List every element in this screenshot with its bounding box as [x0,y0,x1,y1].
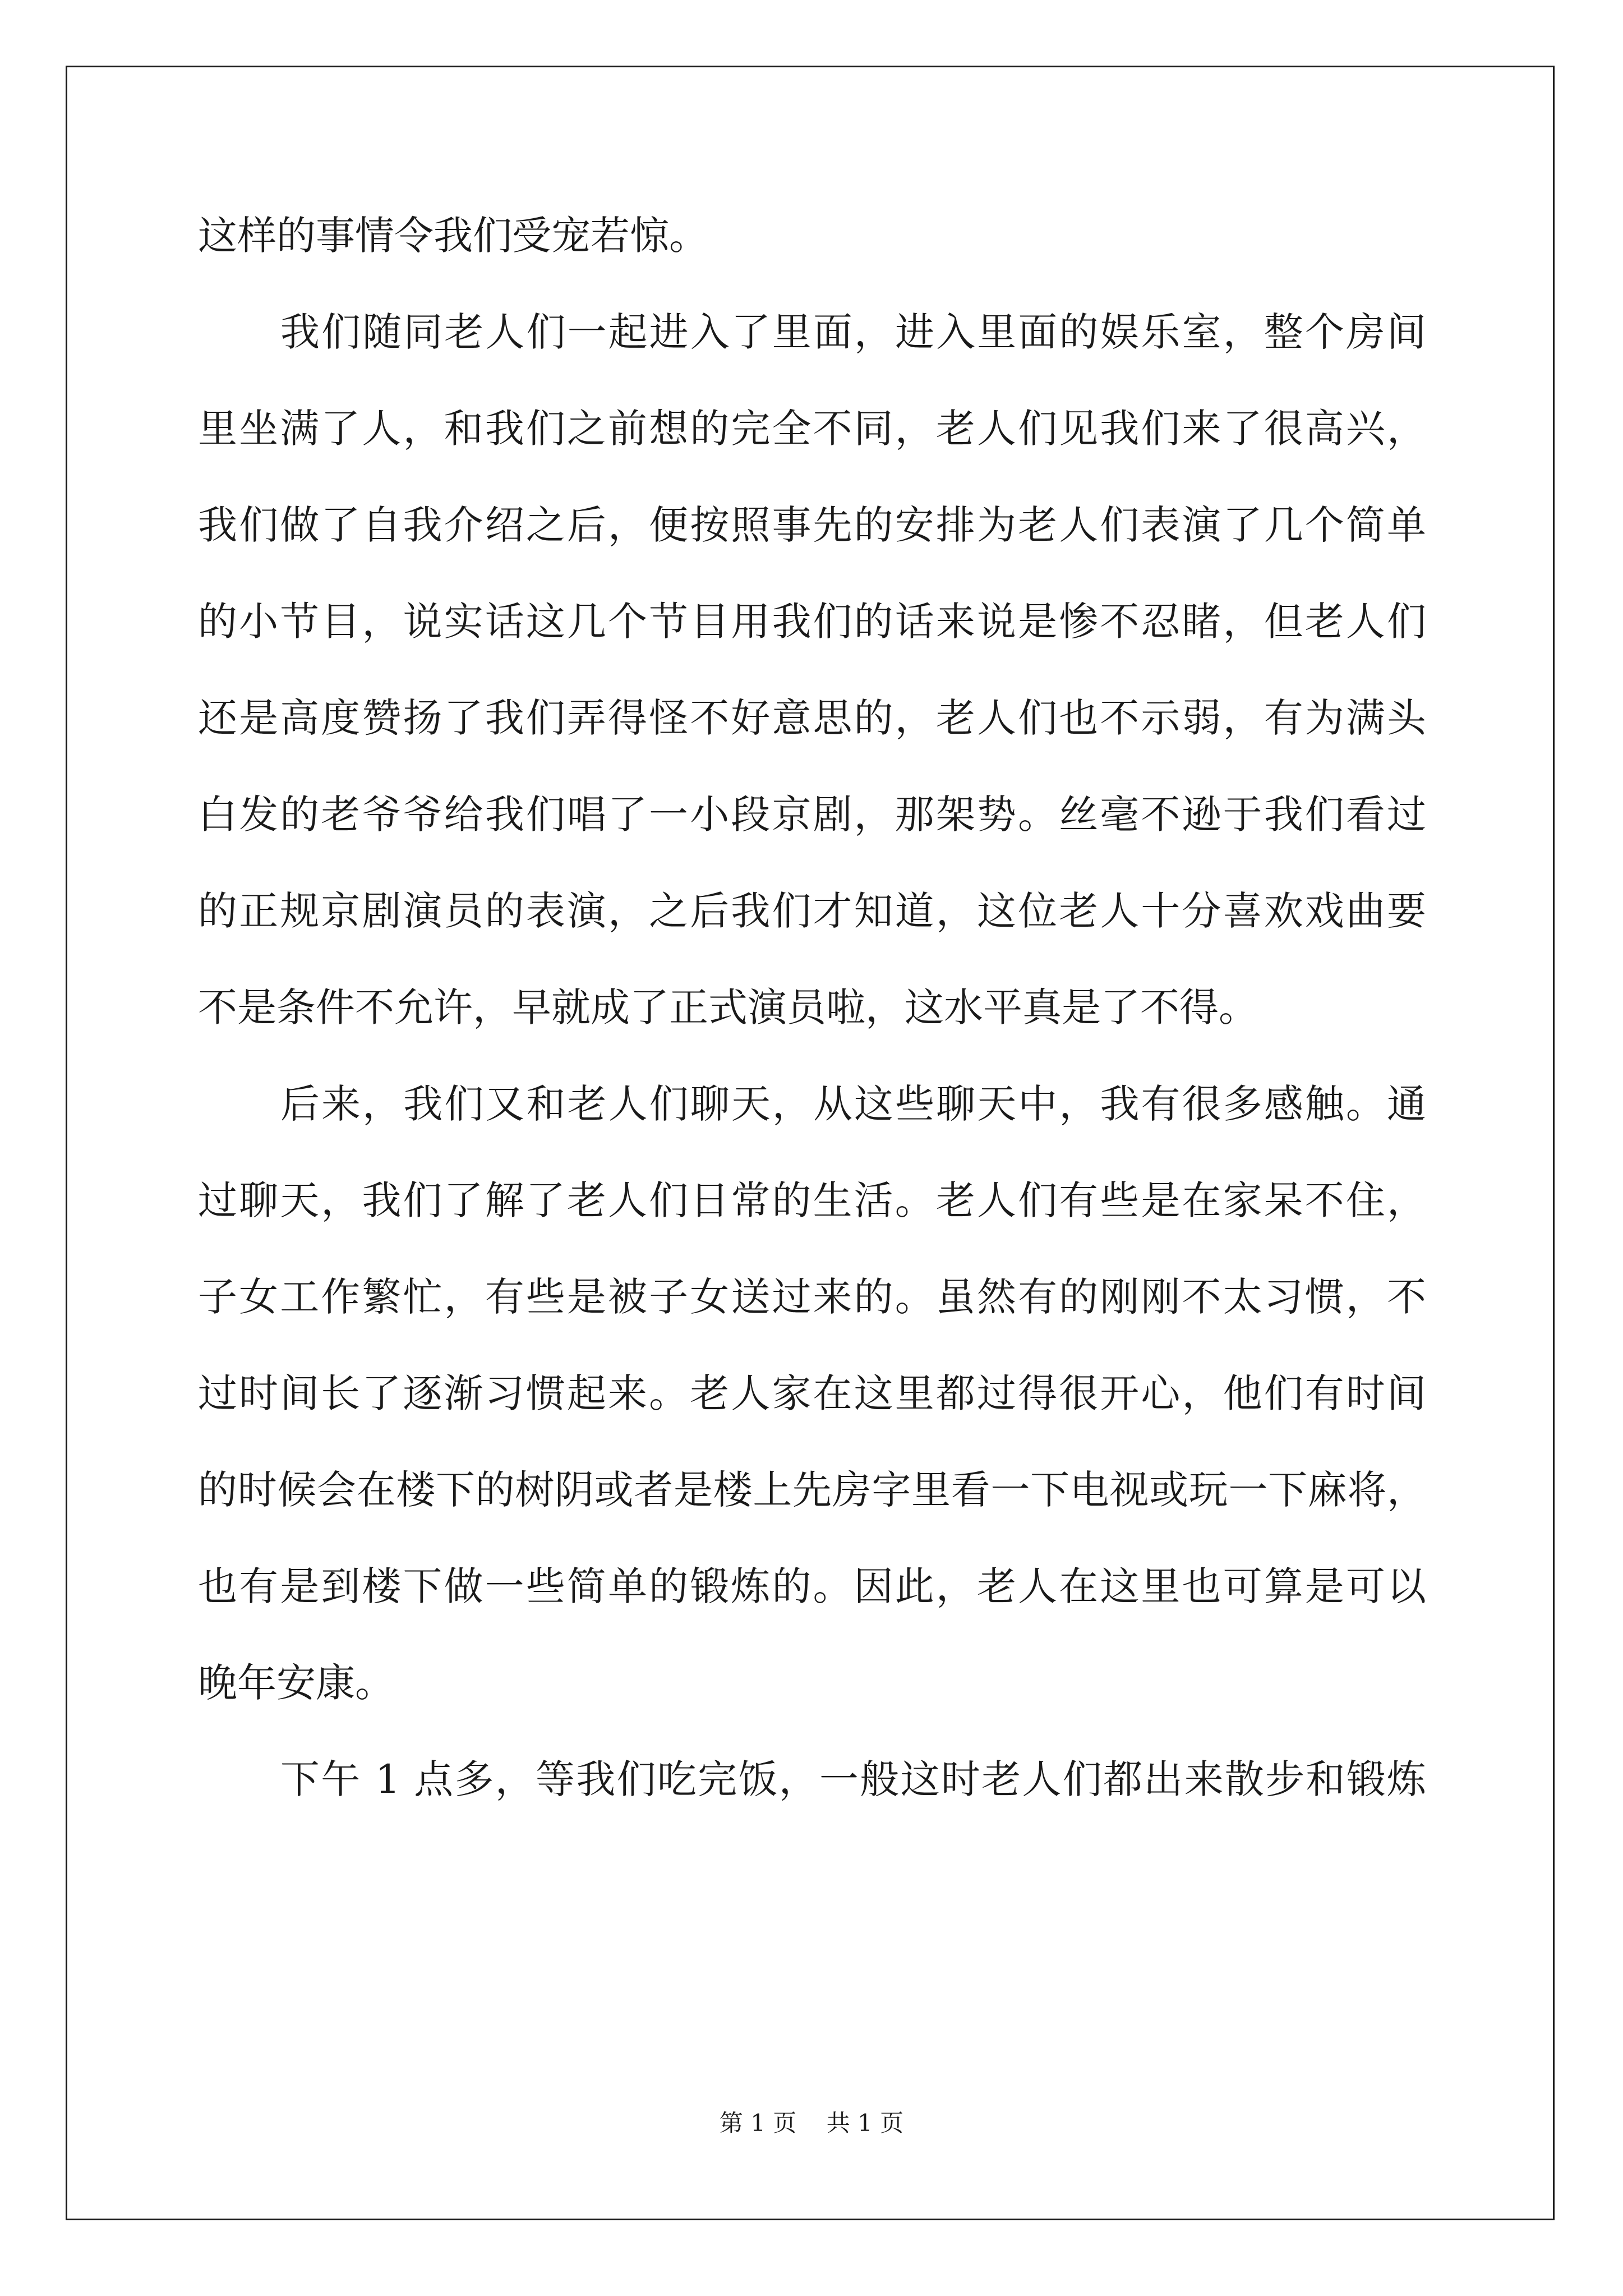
text-line: 还是高度赞扬了我们弄得怪不好意思的，老人们也不示弱，有为满头 [198,695,1426,741]
text-line: 晚年安康。 [198,1660,394,1706]
text-line: 子女工作繁忙，有些是被子女送过来的。虽然有的刚刚不太习惯，不 [198,1274,1426,1320]
page-footer: 第 1 页 共 1 页 [719,2109,904,2137]
text-line: 过聊天，我们了解了老人们日常的生活。老人们有些是在家呆不住， [198,1177,1426,1223]
text-line: 下午 1 点多，等我们吃完饭，一般这时老人们都出来散步和锻炼 [280,1756,1426,1802]
text-line: 过时间长了逐渐习惯起来。老人家在这里都过得很开心，他们有时间 [198,1370,1426,1416]
text-line: 的时候会在楼下的树阴或者是楼上先房字里看一下电视或玩一下麻将， [198,1467,1426,1513]
text-line: 我们随同老人们一起进入了里面，进入里面的娱乐室，整个房间 [280,309,1426,355]
text-line: 不是条件不允许，早就成了正式演员啦，这水平真是了不得。 [198,984,1258,1030]
text-line: 的小节目，说实话这几个节目用我们的话来说是惨不忍睹，但老人们 [198,599,1426,645]
text-line: 也有是到楼下做一些简单的锻炼的。因此，老人在这里也可算是可以 [198,1563,1426,1609]
text-line: 后来，我们又和老人们聊天，从这些聊天中，我有很多感触。通 [280,1081,1426,1127]
text-line: 我们做了自我介绍之后，便按照事先的安排为老人们表演了几个简单 [198,502,1426,548]
document-body [198,210,1426,1851]
text-line: 里坐满了人，和我们之前想的完全不同，老人们见我们来了很高兴， [198,406,1426,452]
text-line: 的正规京剧演员的表演，之后我们才知道，这位老人十分喜欢戏曲要 [198,888,1426,934]
text-line: 白发的老爷爷给我们唱了一小段京剧，那架势。丝毫不逊于我们看过 [198,792,1426,838]
text-line: 这样的事情令我们受宠若惊。 [198,213,708,259]
